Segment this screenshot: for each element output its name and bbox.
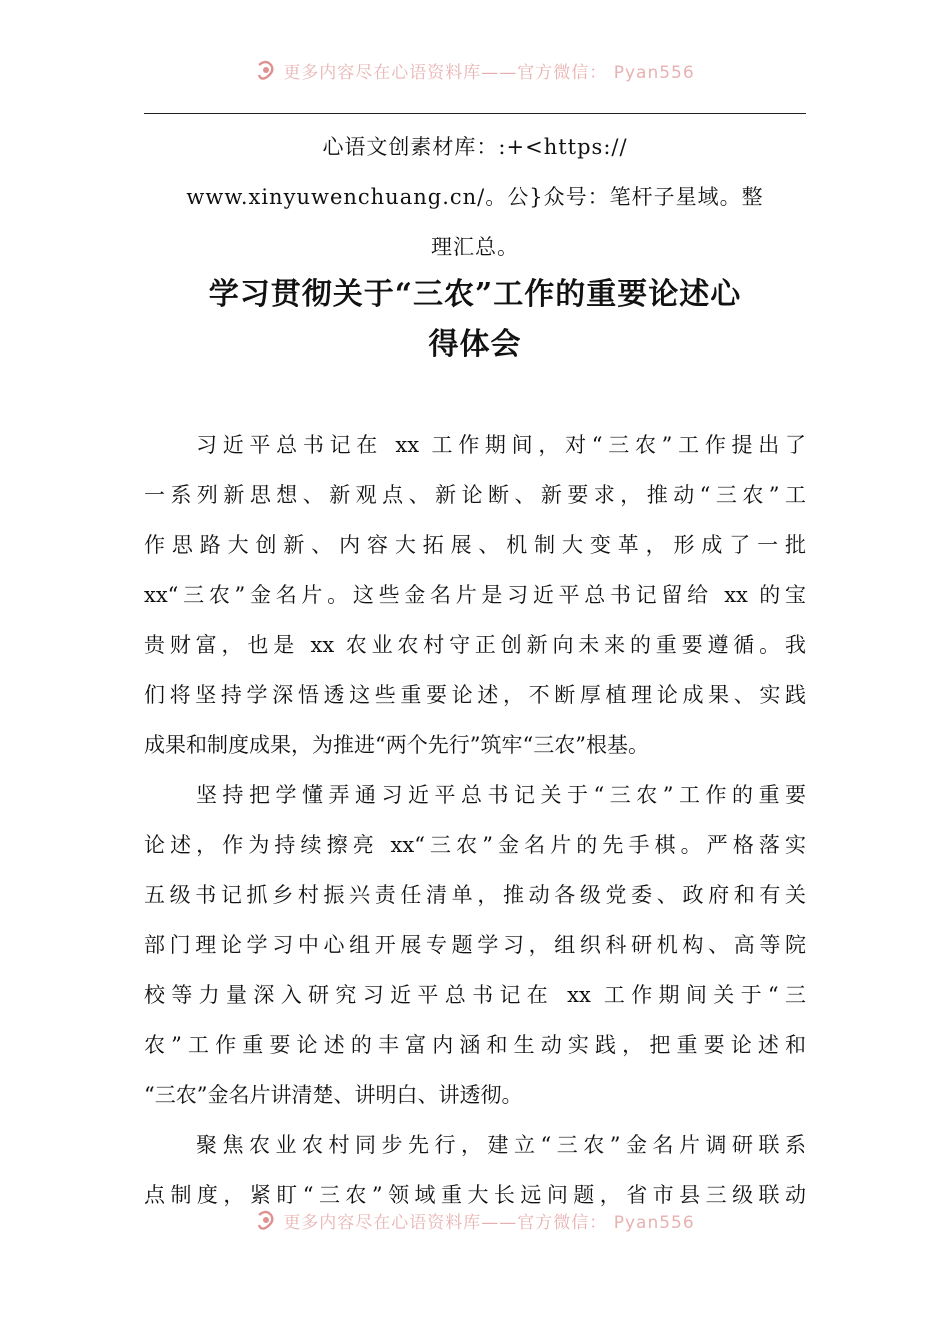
paragraph-line: 点制度，紧盯“三农”领域重大长远问题，省市县三级联动	[144, 1183, 806, 1207]
source-note	[144, 122, 806, 272]
source-note-line: 理汇总。	[431, 235, 519, 259]
title-line: 得体会	[428, 327, 522, 362]
paragraph-line: 成果和制度成果，为推进“两个先行”筑牢“三农”根基。	[144, 733, 649, 757]
paragraph-line: “三农”金名片讲清楚、讲明白、讲透彻。	[144, 1083, 523, 1107]
paragraph-1	[144, 420, 806, 770]
footer-watermark	[0, 1206, 950, 1234]
document-title	[144, 270, 806, 370]
paragraph-line: 作思路大创新、内容大拓展、机制大变革，形成了一批	[144, 533, 806, 557]
paragraph-line: 贵财富，也是 xx 农业农村守正创新向未来的重要遵循。我	[144, 633, 806, 657]
paragraph-line: 农”工作重要论述的丰富内涵和生动实践，把重要论述和	[144, 1033, 806, 1057]
paragraph-3	[144, 1120, 806, 1220]
paragraph-line: xx“三农”金名片。这些金名片是习近平总书记留给 xx 的宝	[144, 583, 806, 607]
watermark-logo-icon	[255, 59, 277, 81]
watermark-logo-icon	[255, 1209, 277, 1231]
title-line: 学习贯彻关于“三农”工作的重要论述心	[208, 277, 742, 312]
paragraph-line: 们将坚持学深悟透这些重要论述，不断厚植理论成果、实践	[144, 683, 806, 707]
paragraph-line: 校等力量深入研究习近平总书记在 xx 工作期间关于“三	[144, 983, 806, 1007]
header-rule	[144, 113, 806, 114]
paragraph-line: 一系列新思想、新观点、新论断、新要求，推动“三农”工	[144, 483, 806, 507]
paragraph-line: 五级书记抓乡村振兴责任清单，推动各级党委、政府和有关	[144, 883, 806, 907]
watermark-text: 更多内容尽在心语资料库——官方微信： Pyan556	[283, 1212, 695, 1233]
watermark-text: 更多内容尽在心语资料库——官方微信： Pyan556	[283, 62, 695, 83]
paragraph-line: 坚持把学懂弄通习近平总书记关于“三农”工作的重要	[196, 783, 806, 807]
source-note-line: 心语文创素材库：:+<https://	[322, 135, 628, 159]
source-note-line: www.xinyuwenchuang.cn/。公}众号：笔杆子星域。整	[186, 185, 764, 209]
paragraph-line: 部门理论学习中心组开展专题学习，组织科研机构、高等院	[144, 933, 806, 957]
paragraph-line: 聚焦农业农村同步先行，建立“三农”金名片调研联系	[196, 1133, 806, 1157]
paragraph-line: 习近平总书记在 xx 工作期间，对“三农”工作提出了	[196, 433, 806, 457]
document-body	[144, 420, 806, 1220]
paragraph-line: 论述，作为持续擦亮 xx“三农”金名片的先手棋。严格落实	[144, 833, 806, 857]
paragraph-2	[144, 770, 806, 1120]
header-watermark	[0, 56, 950, 84]
